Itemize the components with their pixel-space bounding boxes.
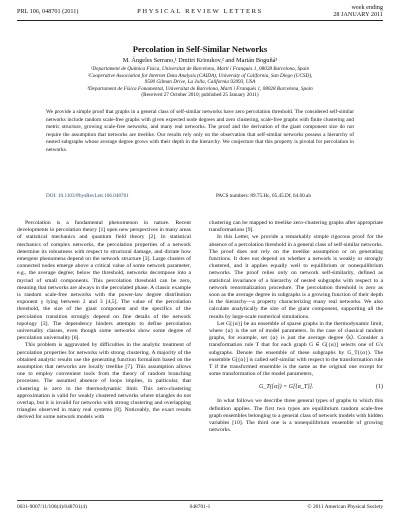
footer-code: 0031-9007/11/106(4)/048701(4) [17, 504, 87, 510]
body-left-column [17, 220, 191, 422]
equation-number: (1) [376, 384, 383, 391]
equation-text: G_T({α}) = G[{α_T}]. [259, 384, 314, 391]
journal-name: PHYSICAL REVIEW LETTERS [137, 8, 263, 15]
header-date-line2: 28 JANUARY 2011 [333, 10, 383, 18]
paragraph: In what follows we describe three general types of graphs to which this definition applies. The first two types are equilibrium random scale-free graph ensembles belonging to a general class of network models with hidden variables [10]. The third one is a nonequilibrium ensemble of growing networks. [209, 398, 383, 434]
author-list: M. Ángeles Serrano,¹ Dmitri Krioukov,² and Marián Boguñá³ [122, 57, 278, 64]
paragraph: Let G[{α}] be an ensemble of sparse graphs in the thermodynamic limit, where {α} is the set of model parameters. In the case of classical random graphs, for example, set {α} is just the average degree ⟨k⟩. Consider a transformation rule T that for each graph G ∈ G[{α}] selects one of G's subgraphs. Denote the ensemble of these subgraphs by G_T({α}). The ensemble G[{α}] is called self-similar with respect to the transformation rule T if the transformed ensemble is the same as the original one except for some transformation of the model parameters, [209, 320, 383, 378]
pacs-numbers: PACS numbers: 89.75.Hc, 05.45.Df, 64.60.ah [216, 193, 311, 199]
affiliation-1: ¹Departament de Química Física, Universitat de Barcelona, Martí i Franquès 1, 08028 Barcelona, Spain [90, 66, 310, 72]
received-dates: (Received 27 October 2010; published 25 January 2011) [141, 92, 259, 98]
body-right-column [209, 220, 383, 434]
equation [209, 382, 383, 394]
paragraph: In this Letter, we provide a remarkably simple rigorous proof for the absence of a percolation threshold in a general class of self-similar networks. The proof does not rely on the treelike assumption or on generating functions. It does not depend on whether a network is weakly or strongly clustered, and it applies equally well to equilibrium or nonequilibrium networks. The proof relies only on network self-similarity, defined as statistical invariance of a hierarchy of nested subgraphs with respect to a network renormalization procedure. The percolation threshold is zero as soon as the average degree in subgraphs is a growing function of their depth in the hierarchy—a property characterizing many real networks. We also calculate analytically the size of the giant component, supporting all the results by large-scale numerical simulations. [209, 234, 383, 320]
affiliation-2: ²Cooperative Association for Internet Data Analysis (CAIDA), University of California, San Diego (UCSD), [87, 72, 313, 79]
header-date [333, 5, 383, 18]
footer-rule [17, 500, 383, 501]
affiliation-3: ³Departament de Física Fonamental, Universitat de Barcelona, Martí i Franquès 1, 08028 Barcelona, Spain [87, 85, 313, 92]
header-date-line1: week ending [351, 4, 383, 11]
page-number: 048701-1 [189, 504, 211, 510]
paragraph: clustering can be mapped to treelike zero-clustering graphs after appropriate transformations [9]. [209, 220, 383, 234]
affiliation-2-address: 9500 Gilman Drive, La Jolla, California 92093, USA [144, 79, 256, 85]
paragraph: Percolation is a fundamental phenomenon in nature. Recent developments in percolation theory [1] open new perspectives in many areas of statistical mechanics and quantum field theory [2]. In statistical mechanics of complex networks, the percolation properties of a network determine its robustness with respect to structural damage, and dictate how emergent phenomena depend on the network structure [3]. Large clusters of connected nodes emerge above a critical value of some network parameter, e.g., the average degree; below the threshold, networks decompose into a myriad of small components. This percolation threshold can be zero, meaning that networks are always in the percolated phase. A classic example is random scale-free networks with the power-law degree distribution exponent γ lying between 2 and 3 [4,5]. The value of the percolation threshold, the size of the giant component and the specifics of the percolation transition strongly depend on fine details of the network topology [3]. The dependency hinders attempts to define percolation universality classes, even though some networks show some degree of percolation universality [6]. [17, 220, 191, 342]
abstract: We provide a simple proof that graphs in a general class of self-similar networks have zero percolation threshold. The considered self-similar networks include random scale-free graphs with given expected node degrees and zero clustering, scale-free graphs with finite clustering and metric structure, growing scale-free networks, and many real networks. The proof and the derivation of the giant component size do not require the assumption that networks are treelike. Our results rely only on the observation that self-similar networks possess a hierarchy of nested subgraphs whose average degree grows with their depth in the hierarchy. We conjecture that this property is pivotal for percolation in networks. [46, 109, 354, 153]
copyright: © 2011 American Physical Society [307, 504, 383, 510]
paper-title: Percolation in Self-Similar Networks [132, 44, 268, 54]
header-rule [17, 20, 383, 21]
doi-link[interactable]: DOI: 10.1103/PhysRevLett.106.048701 [46, 193, 129, 199]
header-citation: PRL 106, 048701 (2011) [17, 8, 79, 15]
paragraph: This problem is aggravated by difficulties in the analytic treatment of percolation properties for networks with strong clustering. A majority of the obtained analytic results use the generating function formalism based on the assumption that networks are locally treelike [7]. This assumption allows one to employ convenient tools from the theory of random branching processes. The assumed absence of loops implies, in particular, that clustering is zero in the thermodynamic limit. This zero-clustering approximation is valid for weakly clustered networks where triangles do not overlap, but it is invalid for networks with strong clustering and overlapping triangles observed in many real systems [8]. Noticeably, the exact results derived for some network models with [17, 342, 191, 421]
